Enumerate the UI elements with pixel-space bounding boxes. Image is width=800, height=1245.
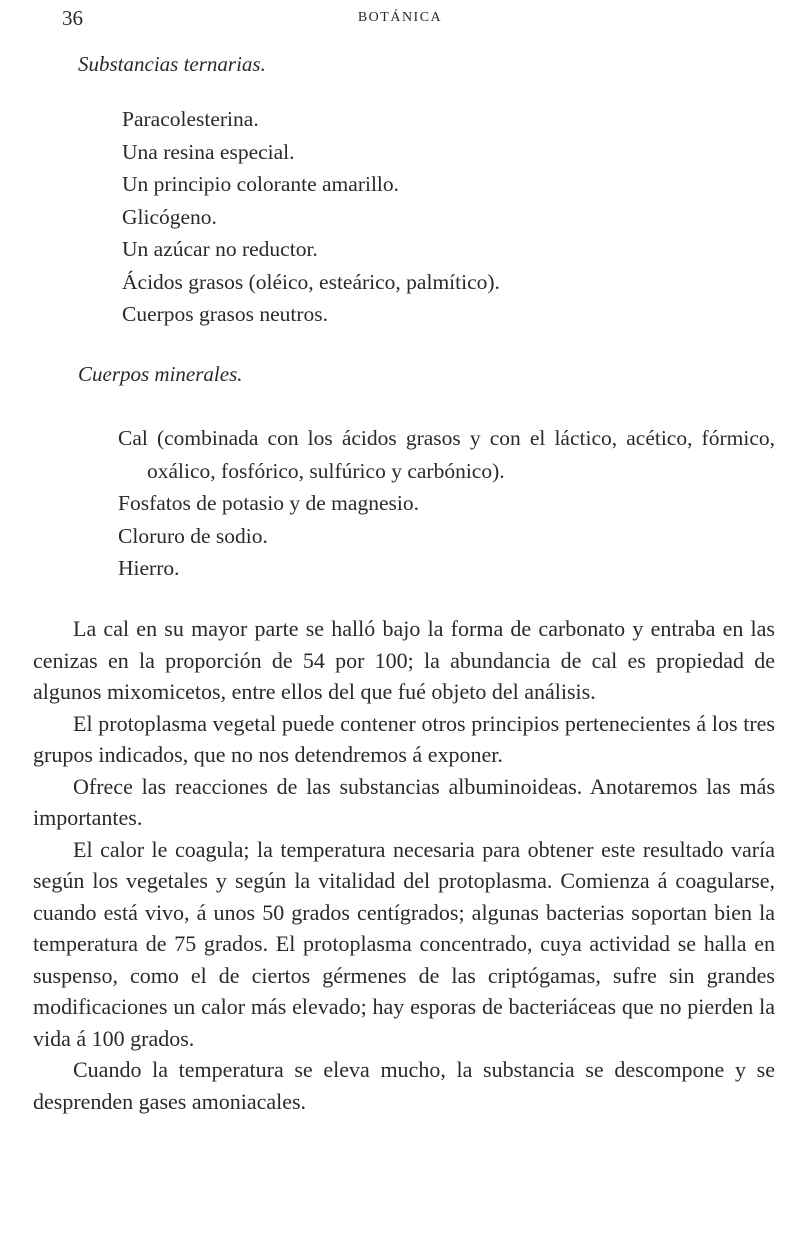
page-number: 36 — [62, 6, 83, 30]
minerales-list — [0, 422, 800, 585]
body-text — [33, 613, 775, 1117]
list-item: Cuerpos grasos neutros. — [122, 302, 329, 326]
list-item: Cal (combinada con los ácidos grasos y con el láctico, acético, fórmico, oxálico, fosfórico, sulfúrico y carbónico). — [118, 426, 775, 483]
list-item: Un azúcar no reductor. — [122, 237, 318, 261]
paragraph: Cuando la temperatura se eleva mucho, la substancia se descompone y se desprenden gases amoniacales. — [33, 1057, 775, 1114]
list-item: Glicógeno. — [122, 204, 217, 229]
paragraph: El protoplasma vegetal puede contener otros principios pertenecientes á los tres grupos indicados, que no nos detendremos á exponer. — [33, 710, 775, 767]
paragraph: El calor le coagula; la temperatura necesaria para obtener este resultado varía según los vegetales y según la vitalidad del protoplasma. Comienza á coagularse, cuando está vivo, á unos 50 grados centígrados; algunas bacterias soportan bien la temperatura de 75 grados. El protoplasma concentrado, cuya actividad se halla en suspenso, como el de ciertos gérmenes de las criptógamas, sufre sin grandes modificaciones un calor más elevado; hay esporas de bacteriáceas que no pierden la vida á 100 grados. — [33, 836, 775, 1051]
list-item: Un principio colorante amarillo. — [122, 172, 400, 196]
list-item: Paracolesterina. — [122, 107, 259, 131]
paragraph: La cal en su mayor parte se halló bajo la forma de carbonato y entraba en las cenizas en la proporción de 54 por 100; la abundancia de cal es propiedad de algunos mixomicetos, entre ellos del que fué objeto del análisis. — [33, 616, 775, 704]
running-head: BOTÁNICA — [357, 10, 443, 25]
list-item: Hierro. — [118, 556, 180, 580]
section-title-minerales: Cuerpos minerales. — [78, 362, 243, 386]
list-item: Ácidos grasos (oléico, esteárico, palmítico). — [122, 269, 500, 294]
section-title-ternarias: Substancias ternarias. — [78, 52, 266, 76]
ternarias-list — [0, 103, 500, 331]
paragraph: Ofrece las reacciones de las substancias albuminoideas. Anotaremos las más importantes. — [33, 773, 775, 830]
list-item: Una resina especial. — [122, 139, 295, 164]
list-item: Fosfatos de potasio y de magnesio. — [118, 491, 419, 515]
list-item: Cloruro de sodio. — [118, 523, 268, 548]
